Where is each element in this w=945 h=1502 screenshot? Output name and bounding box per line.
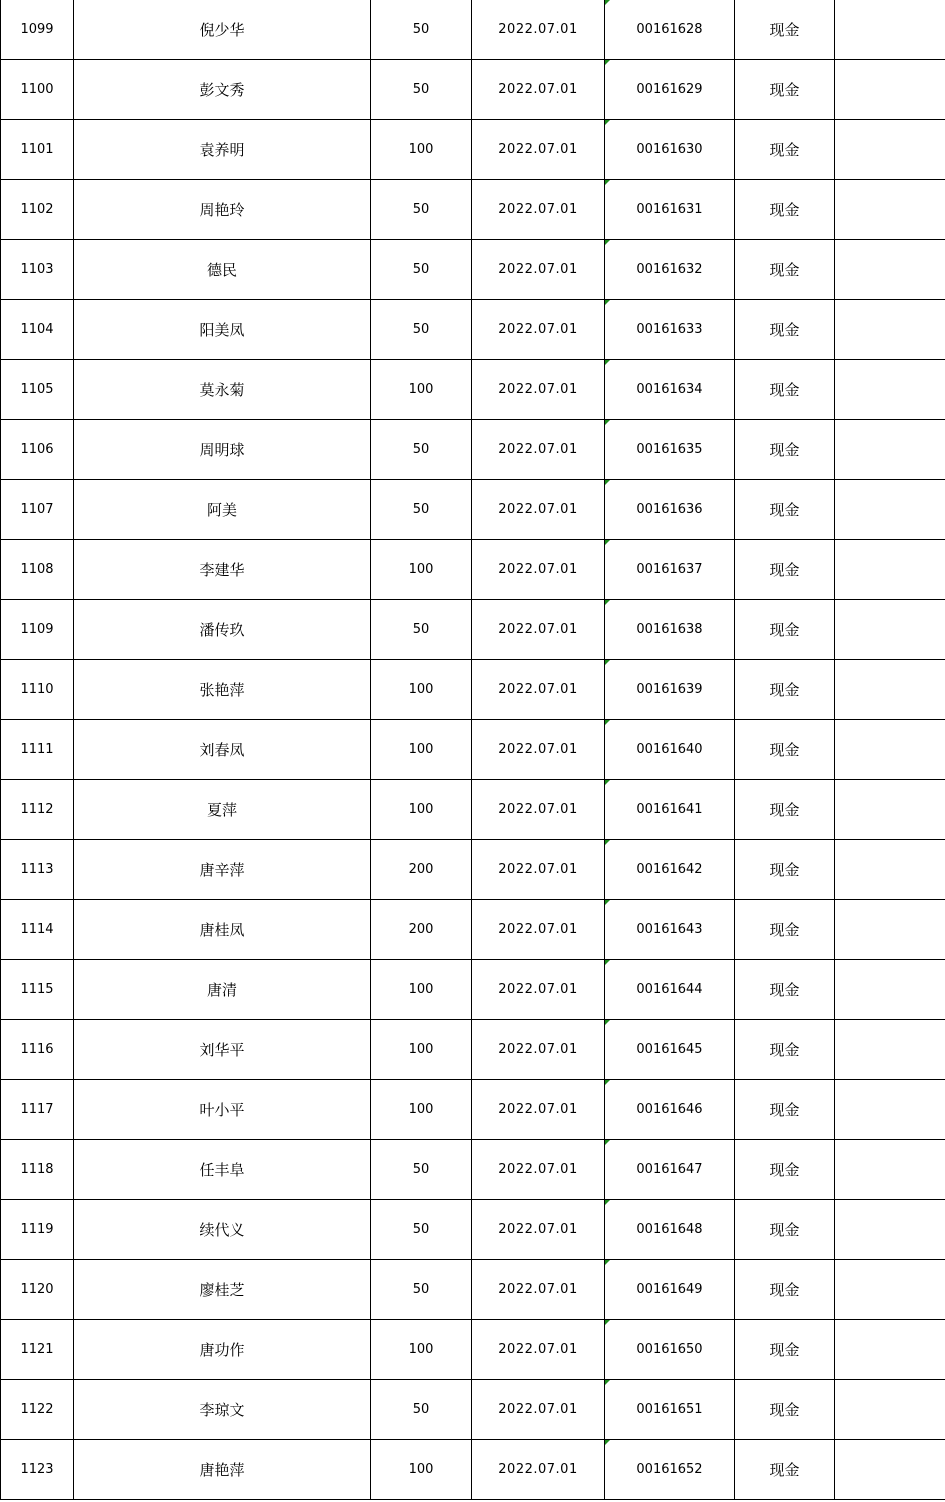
receipt-number-cell[interactable] xyxy=(605,0,735,60)
row-number-cell[interactable]: 1111 xyxy=(1,720,74,780)
payment-method-cell[interactable]: 现金 xyxy=(735,1200,835,1260)
row-number-cell[interactable]: 1121 xyxy=(1,1320,74,1380)
remarks-cell[interactable] xyxy=(835,660,945,720)
receipt-number-cell[interactable] xyxy=(605,960,735,1020)
receipt-number-text: 00161634 xyxy=(636,382,703,397)
row-number-cell[interactable]: 1109 xyxy=(1,600,74,660)
receipt-number-text: 00161650 xyxy=(636,1342,703,1357)
remarks-cell[interactable] xyxy=(835,1140,945,1200)
remarks-cell[interactable] xyxy=(835,300,945,360)
row-number-cell[interactable]: 1099 xyxy=(1,0,74,60)
receipt-number-text: 00161647 xyxy=(636,1162,703,1177)
amount-cell[interactable]: 50 xyxy=(371,240,472,300)
receipt-number-cell[interactable] xyxy=(605,1380,735,1440)
row-number-cell[interactable]: 1101 xyxy=(1,120,74,180)
payment-method-cell[interactable]: 现金 xyxy=(735,960,835,1020)
donor-name-cell[interactable]: 唐功作 xyxy=(74,1320,371,1380)
receipt-number-cell[interactable] xyxy=(605,1140,735,1200)
receipt-number-cell[interactable] xyxy=(605,1440,735,1500)
receipt-number-cell[interactable] xyxy=(605,360,735,420)
amount-cell[interactable]: 100 xyxy=(371,660,472,720)
table-row xyxy=(1,660,945,720)
receipt-number-text: 00161628 xyxy=(636,22,703,37)
row-number-cell[interactable]: 1112 xyxy=(1,780,74,840)
table-row xyxy=(1,1320,945,1380)
receipt-number-text: 00161642 xyxy=(636,862,703,877)
amount-cell[interactable]: 50 xyxy=(371,600,472,660)
donor-name-cell[interactable]: 袁养明 xyxy=(74,120,371,180)
donor-name-cell[interactable]: 张艳萍 xyxy=(74,660,371,720)
donor-name-cell[interactable]: 德民 xyxy=(74,240,371,300)
remarks-cell[interactable] xyxy=(835,1080,945,1140)
payment-method-cell[interactable]: 现金 xyxy=(735,600,835,660)
receipt-number-text: 00161638 xyxy=(636,622,703,637)
receipt-number-text: 00161643 xyxy=(636,922,703,937)
receipt-number-cell[interactable] xyxy=(605,900,735,960)
table-row xyxy=(1,840,945,900)
remarks-cell[interactable] xyxy=(835,240,945,300)
text-format-indicator-icon xyxy=(605,60,610,65)
amount-cell[interactable]: 50 xyxy=(371,0,472,60)
row-number-cell[interactable]: 1103 xyxy=(1,240,74,300)
table-row xyxy=(1,1140,945,1200)
row-number-cell[interactable]: 1120 xyxy=(1,1260,74,1320)
text-format-indicator-icon xyxy=(605,1140,610,1145)
table-row xyxy=(1,1260,945,1320)
row-number-cell[interactable]: 1117 xyxy=(1,1080,74,1140)
amount-cell[interactable]: 50 xyxy=(371,1140,472,1200)
donor-name-cell[interactable]: 李琼文 xyxy=(74,1380,371,1440)
receipt-number-cell[interactable] xyxy=(605,1020,735,1080)
receipt-number-text: 00161648 xyxy=(636,1222,703,1237)
date-cell[interactable]: 2022.07.01 xyxy=(472,540,605,600)
amount-cell[interactable]: 50 xyxy=(371,1200,472,1260)
amount-cell[interactable]: 50 xyxy=(371,60,472,120)
donor-name-cell[interactable]: 李建华 xyxy=(74,540,371,600)
row-number-cell[interactable]: 1106 xyxy=(1,420,74,480)
remarks-cell[interactable] xyxy=(835,360,945,420)
receipt-number-text: 00161637 xyxy=(636,562,703,577)
receipt-number-cell[interactable] xyxy=(605,120,735,180)
donor-name-cell[interactable]: 彭文秀 xyxy=(74,60,371,120)
remarks-cell[interactable] xyxy=(835,540,945,600)
table-row xyxy=(1,1020,945,1080)
ledger-body xyxy=(1,0,945,1500)
donor-name-cell[interactable]: 唐辛萍 xyxy=(74,840,371,900)
text-format-indicator-icon xyxy=(605,780,610,785)
remarks-cell[interactable] xyxy=(835,0,945,60)
receipt-number-cell[interactable] xyxy=(605,240,735,300)
table-row xyxy=(1,60,945,120)
payment-method-cell[interactable]: 现金 xyxy=(735,420,835,480)
donor-name-cell[interactable]: 刘华平 xyxy=(74,1020,371,1080)
amount-cell[interactable]: 100 xyxy=(371,120,472,180)
receipt-number-text: 00161640 xyxy=(636,742,703,757)
receipt-number-text: 00161636 xyxy=(636,502,703,517)
receipt-number-text: 00161631 xyxy=(636,202,703,217)
amount-cell[interactable]: 50 xyxy=(371,1380,472,1440)
remarks-cell[interactable] xyxy=(835,420,945,480)
payment-method-cell[interactable]: 现金 xyxy=(735,240,835,300)
date-cell[interactable]: 2022.07.01 xyxy=(472,1080,605,1140)
receipt-number-cell[interactable] xyxy=(605,600,735,660)
payment-method-cell[interactable]: 现金 xyxy=(735,1440,835,1500)
table-row xyxy=(1,480,945,540)
payment-method-cell[interactable]: 现金 xyxy=(735,780,835,840)
donor-name-cell[interactable]: 唐艳萍 xyxy=(74,1440,371,1500)
row-number-cell[interactable]: 1118 xyxy=(1,1140,74,1200)
table-row xyxy=(1,1200,945,1260)
remarks-cell[interactable] xyxy=(835,840,945,900)
table-row xyxy=(1,900,945,960)
donor-name-cell[interactable]: 倪少华 xyxy=(74,0,371,60)
receipt-number-text: 00161646 xyxy=(636,1102,703,1117)
amount-cell[interactable]: 50 xyxy=(371,300,472,360)
remarks-cell[interactable] xyxy=(835,600,945,660)
remarks-cell[interactable] xyxy=(835,1440,945,1500)
receipt-number-cell[interactable] xyxy=(605,780,735,840)
payment-method-cell[interactable]: 现金 xyxy=(735,60,835,120)
amount-cell[interactable]: 100 xyxy=(371,1020,472,1080)
row-number-cell[interactable]: 1115 xyxy=(1,960,74,1020)
text-format-indicator-icon xyxy=(605,180,610,185)
text-format-indicator-icon xyxy=(605,1260,610,1265)
payment-method-cell[interactable]: 现金 xyxy=(735,660,835,720)
receipt-number-cell[interactable] xyxy=(605,180,735,240)
table-row xyxy=(1,0,945,60)
donor-name-cell[interactable]: 任丰阜 xyxy=(74,1140,371,1200)
payment-method-cell[interactable]: 现金 xyxy=(735,120,835,180)
receipt-number-text: 00161651 xyxy=(636,1402,703,1417)
receipt-number-cell[interactable] xyxy=(605,300,735,360)
row-number-cell[interactable]: 1113 xyxy=(1,840,74,900)
receipt-number-text: 00161639 xyxy=(636,682,703,697)
amount-cell[interactable]: 100 xyxy=(371,1080,472,1140)
receipt-number-cell[interactable] xyxy=(605,660,735,720)
date-cell[interactable]: 2022.07.01 xyxy=(472,120,605,180)
table-row xyxy=(1,540,945,600)
payment-method-cell[interactable]: 现金 xyxy=(735,480,835,540)
date-cell[interactable]: 2022.07.01 xyxy=(472,1140,605,1200)
donor-name-cell[interactable]: 唐清 xyxy=(74,960,371,1020)
payment-method-cell[interactable]: 现金 xyxy=(735,540,835,600)
amount-cell[interactable]: 50 xyxy=(371,1260,472,1320)
table-row xyxy=(1,720,945,780)
receipt-number-cell[interactable] xyxy=(605,60,735,120)
donor-name-cell[interactable]: 廖桂芝 xyxy=(74,1260,371,1320)
receipt-number-text: 00161630 xyxy=(636,142,703,157)
receipt-number-text: 00161632 xyxy=(636,262,703,277)
text-format-indicator-icon xyxy=(605,1440,610,1445)
receipt-number-text: 00161644 xyxy=(636,982,703,997)
table-row xyxy=(1,1440,945,1500)
text-format-indicator-icon xyxy=(605,1020,610,1025)
text-format-indicator-icon xyxy=(605,1080,610,1085)
text-format-indicator-icon xyxy=(605,540,610,545)
table-row xyxy=(1,1080,945,1140)
amount-cell[interactable]: 200 xyxy=(371,900,472,960)
table-row xyxy=(1,1380,945,1440)
remarks-cell[interactable] xyxy=(835,180,945,240)
table-row xyxy=(1,120,945,180)
payment-method-cell[interactable]: 现金 xyxy=(735,300,835,360)
donor-name-cell[interactable]: 潘传玖 xyxy=(74,600,371,660)
payment-method-cell[interactable]: 现金 xyxy=(735,360,835,420)
amount-cell[interactable]: 50 xyxy=(371,420,472,480)
remarks-cell[interactable] xyxy=(835,1020,945,1080)
date-cell[interactable]: 2022.07.01 xyxy=(472,1200,605,1260)
row-number-cell[interactable]: 1119 xyxy=(1,1200,74,1260)
receipt-number-cell[interactable] xyxy=(605,420,735,480)
remarks-cell[interactable] xyxy=(835,1380,945,1440)
date-cell[interactable]: 2022.07.01 xyxy=(472,780,605,840)
text-format-indicator-icon xyxy=(605,240,610,245)
payment-method-cell[interactable]: 现金 xyxy=(735,720,835,780)
receipt-number-text: 00161645 xyxy=(636,1042,703,1057)
receipt-number-cell[interactable] xyxy=(605,1320,735,1380)
remarks-cell[interactable] xyxy=(835,780,945,840)
date-cell[interactable]: 2022.07.01 xyxy=(472,900,605,960)
row-number-cell[interactable]: 1100 xyxy=(1,60,74,120)
payment-method-cell[interactable]: 现金 xyxy=(735,0,835,60)
receipt-number-cell[interactable] xyxy=(605,840,735,900)
text-format-indicator-icon xyxy=(605,840,610,845)
date-cell[interactable]: 2022.07.01 xyxy=(472,60,605,120)
receipt-number-cell[interactable] xyxy=(605,1260,735,1320)
donor-name-cell[interactable]: 周明球 xyxy=(74,420,371,480)
remarks-cell[interactable] xyxy=(835,1200,945,1260)
payment-method-cell[interactable]: 现金 xyxy=(735,900,835,960)
amount-cell[interactable]: 200 xyxy=(371,840,472,900)
row-number-cell[interactable]: 1123 xyxy=(1,1440,74,1500)
table-row xyxy=(1,240,945,300)
remarks-cell[interactable] xyxy=(835,720,945,780)
text-format-indicator-icon xyxy=(605,1380,610,1385)
remarks-cell[interactable] xyxy=(835,960,945,1020)
receipt-number-text: 00161629 xyxy=(636,82,703,97)
row-number-cell[interactable]: 1102 xyxy=(1,180,74,240)
receipt-number-text: 00161649 xyxy=(636,1282,703,1297)
date-cell[interactable]: 2022.07.01 xyxy=(472,1260,605,1320)
donor-name-cell[interactable]: 唐桂凤 xyxy=(74,900,371,960)
row-number-cell[interactable]: 1110 xyxy=(1,660,74,720)
table-row xyxy=(1,300,945,360)
donor-name-cell[interactable]: 阿美 xyxy=(74,480,371,540)
date-cell[interactable]: 2022.07.01 xyxy=(472,1020,605,1080)
receipt-number-text: 00161652 xyxy=(636,1462,703,1477)
payment-method-cell[interactable]: 现金 xyxy=(735,1260,835,1320)
row-number-cell[interactable]: 1104 xyxy=(1,300,74,360)
donor-name-cell[interactable]: 阳美凤 xyxy=(74,300,371,360)
receipt-number-cell[interactable] xyxy=(605,720,735,780)
amount-cell[interactable]: 50 xyxy=(371,480,472,540)
donor-name-cell[interactable]: 莫永菊 xyxy=(74,360,371,420)
amount-cell[interactable]: 100 xyxy=(371,780,472,840)
date-cell[interactable]: 2022.07.01 xyxy=(472,420,605,480)
date-cell[interactable]: 2022.07.01 xyxy=(472,480,605,540)
amount-cell[interactable]: 100 xyxy=(371,720,472,780)
remarks-cell[interactable] xyxy=(835,60,945,120)
date-cell[interactable]: 2022.07.01 xyxy=(472,360,605,420)
text-format-indicator-icon xyxy=(605,0,610,5)
receipt-number-text: 00161641 xyxy=(636,802,703,817)
row-number-cell[interactable]: 1108 xyxy=(1,540,74,600)
payment-method-cell[interactable]: 现金 xyxy=(735,1140,835,1200)
amount-cell[interactable]: 50 xyxy=(371,180,472,240)
payment-method-cell[interactable]: 现金 xyxy=(735,840,835,900)
text-format-indicator-icon xyxy=(605,120,610,125)
date-cell[interactable]: 2022.07.01 xyxy=(472,300,605,360)
row-number-cell[interactable]: 1105 xyxy=(1,360,74,420)
date-cell[interactable]: 2022.07.01 xyxy=(472,1320,605,1380)
amount-cell[interactable]: 100 xyxy=(371,960,472,1020)
remarks-cell[interactable] xyxy=(835,480,945,540)
row-number-cell[interactable]: 1122 xyxy=(1,1380,74,1440)
date-cell[interactable]: 2022.07.01 xyxy=(472,0,605,60)
date-cell[interactable]: 2022.07.01 xyxy=(472,840,605,900)
payment-method-cell[interactable]: 现金 xyxy=(735,180,835,240)
text-format-indicator-icon xyxy=(605,600,610,605)
text-format-indicator-icon xyxy=(605,420,610,425)
payment-method-cell[interactable]: 现金 xyxy=(735,1020,835,1080)
donor-name-cell[interactable]: 刘春凤 xyxy=(74,720,371,780)
text-format-indicator-icon xyxy=(605,480,610,485)
text-format-indicator-icon xyxy=(605,960,610,965)
amount-cell[interactable]: 100 xyxy=(371,360,472,420)
date-cell[interactable]: 2022.07.01 xyxy=(472,240,605,300)
amount-cell[interactable]: 100 xyxy=(371,1320,472,1380)
receipt-number-cell[interactable] xyxy=(605,1080,735,1140)
text-format-indicator-icon xyxy=(605,720,610,725)
table-row xyxy=(1,420,945,480)
text-format-indicator-icon xyxy=(605,900,610,905)
table-row xyxy=(1,780,945,840)
text-format-indicator-icon xyxy=(605,360,610,365)
payment-method-cell[interactable]: 现金 xyxy=(735,1320,835,1380)
date-cell[interactable]: 2022.07.01 xyxy=(472,600,605,660)
remarks-cell[interactable] xyxy=(835,900,945,960)
table-row xyxy=(1,600,945,660)
table-row xyxy=(1,180,945,240)
receipt-number-text: 00161635 xyxy=(636,442,703,457)
date-cell[interactable]: 2022.07.01 xyxy=(472,720,605,780)
receipt-number-cell[interactable] xyxy=(605,540,735,600)
donor-name-cell[interactable]: 叶小平 xyxy=(74,1080,371,1140)
date-cell[interactable]: 2022.07.01 xyxy=(472,960,605,1020)
date-cell[interactable]: 2022.07.01 xyxy=(472,1380,605,1440)
text-format-indicator-icon xyxy=(605,660,610,665)
donor-name-cell[interactable]: 夏萍 xyxy=(74,780,371,840)
table-row xyxy=(1,360,945,420)
table-row xyxy=(1,960,945,1020)
donor-name-cell[interactable]: 续代义 xyxy=(74,1200,371,1260)
payment-method-cell[interactable]: 现金 xyxy=(735,1380,835,1440)
row-number-cell[interactable]: 1114 xyxy=(1,900,74,960)
donor-name-cell[interactable]: 周艳玲 xyxy=(74,180,371,240)
amount-cell[interactable]: 100 xyxy=(371,1440,472,1500)
text-format-indicator-icon xyxy=(605,300,610,305)
remarks-cell[interactable] xyxy=(835,1320,945,1380)
remarks-cell[interactable] xyxy=(835,1260,945,1320)
remarks-cell[interactable] xyxy=(835,120,945,180)
date-cell[interactable]: 2022.07.01 xyxy=(472,660,605,720)
payment-method-cell[interactable]: 现金 xyxy=(735,1080,835,1140)
receipt-number-cell[interactable] xyxy=(605,480,735,540)
date-cell[interactable]: 2022.07.01 xyxy=(472,180,605,240)
row-number-cell[interactable]: 1107 xyxy=(1,480,74,540)
amount-cell[interactable]: 100 xyxy=(371,540,472,600)
row-number-cell[interactable]: 1116 xyxy=(1,1020,74,1080)
text-format-indicator-icon xyxy=(605,1320,610,1325)
text-format-indicator-icon xyxy=(605,1200,610,1205)
date-cell[interactable]: 2022.07.01 xyxy=(472,1440,605,1500)
receipt-number-cell[interactable] xyxy=(605,1200,735,1260)
receipt-number-text: 00161633 xyxy=(636,322,703,337)
